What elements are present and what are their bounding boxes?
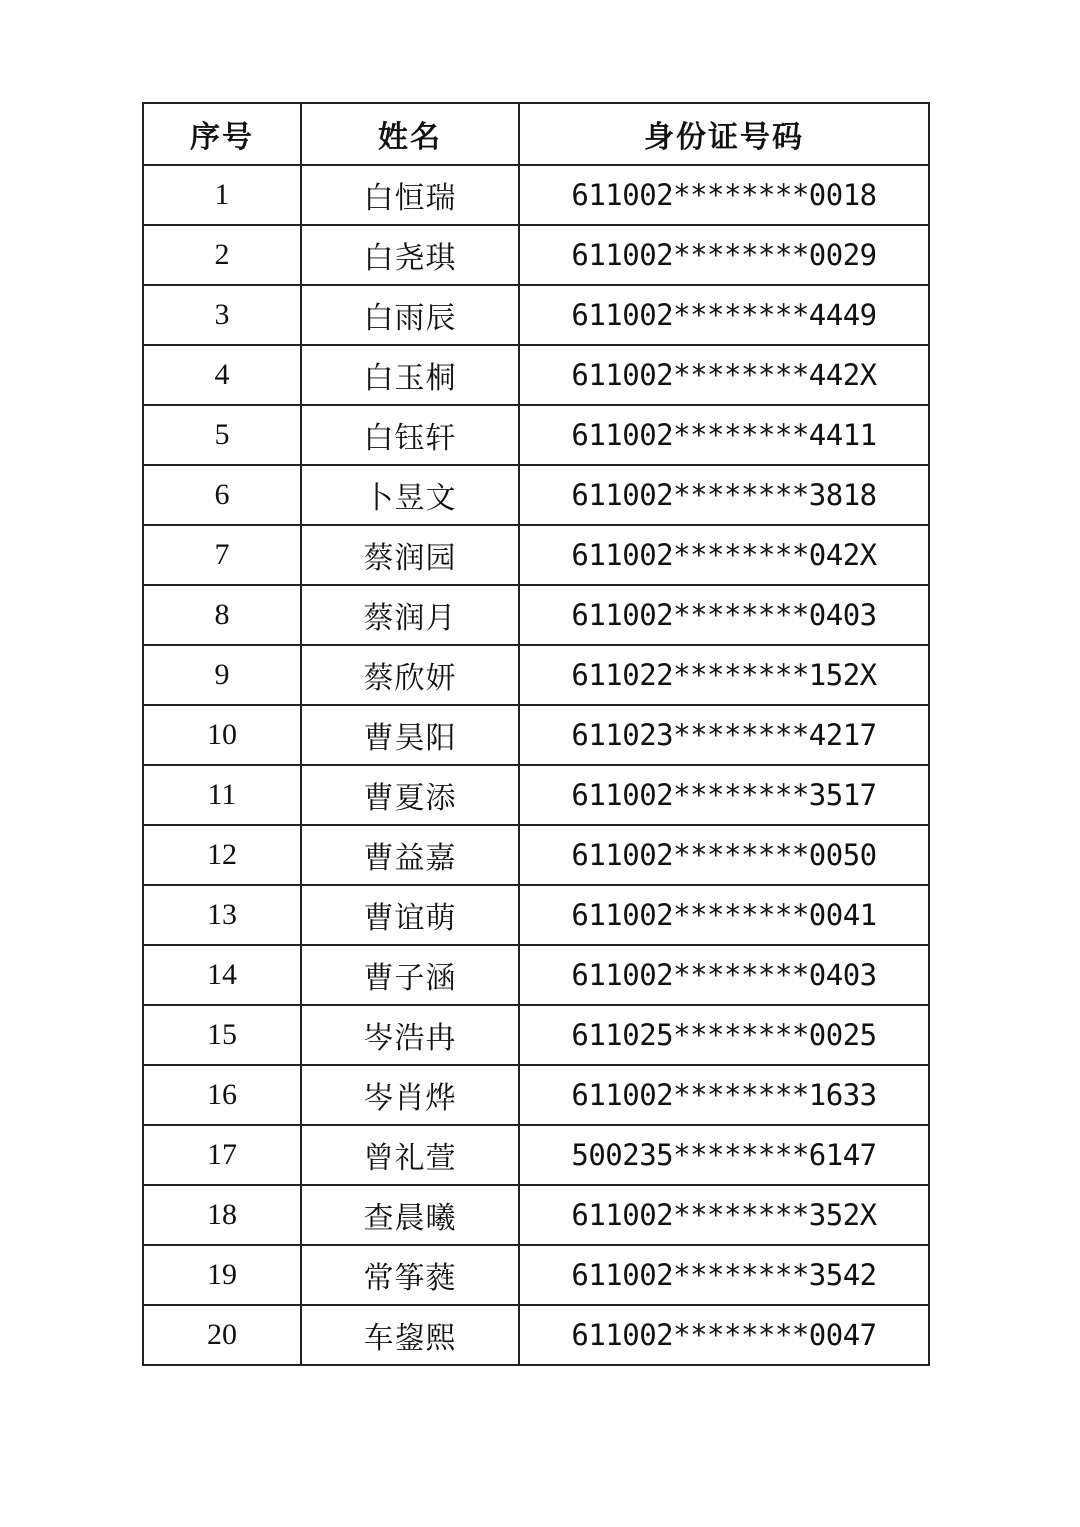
row-serial-number: 2: [143, 225, 301, 285]
student-id-table: [142, 102, 930, 1366]
row-name: 蔡润月: [301, 585, 519, 645]
row-serial-number: 19: [143, 1245, 301, 1305]
table-row: [143, 945, 929, 1005]
row-serial-number: 14: [143, 945, 301, 1005]
row-id-number: 611002********4449: [519, 285, 929, 345]
row-serial-number: 6: [143, 465, 301, 525]
table-row: [143, 165, 929, 225]
row-id-number: 611002********3517: [519, 765, 929, 825]
row-serial-number: 12: [143, 825, 301, 885]
row-name: 曹子涵: [301, 945, 519, 1005]
row-id-number: 611023********4217: [519, 705, 929, 765]
row-name: 岑肖烨: [301, 1065, 519, 1125]
row-serial-number: 7: [143, 525, 301, 585]
row-id-number: 611002********442X: [519, 345, 929, 405]
table-row: [143, 345, 929, 405]
row-id-number: 611022********152X: [519, 645, 929, 705]
row-name: 车鋆熙: [301, 1305, 519, 1365]
header-serial-number: 序号: [143, 103, 301, 165]
row-name: 卜昱文: [301, 465, 519, 525]
row-id-number: 611002********3818: [519, 465, 929, 525]
table-body: [143, 165, 929, 1365]
row-serial-number: 20: [143, 1305, 301, 1365]
table-row: [143, 585, 929, 645]
row-id-number: 611025********0025: [519, 1005, 929, 1065]
row-id-number: 611002********0018: [519, 165, 929, 225]
row-serial-number: 9: [143, 645, 301, 705]
row-serial-number: 5: [143, 405, 301, 465]
row-id-number: 611002********042X: [519, 525, 929, 585]
table-row: [143, 1065, 929, 1125]
table-row: [143, 225, 929, 285]
row-name: 岑浩冉: [301, 1005, 519, 1065]
row-name: 曾礼萱: [301, 1125, 519, 1185]
header-name: 姓名: [301, 103, 519, 165]
table-row: [143, 1305, 929, 1365]
row-id-number: 611002********4411: [519, 405, 929, 465]
table-row: [143, 645, 929, 705]
row-name: 白钰轩: [301, 405, 519, 465]
row-serial-number: 16: [143, 1065, 301, 1125]
row-name: 曹益嘉: [301, 825, 519, 885]
row-name: 常筝蕤: [301, 1245, 519, 1305]
row-id-number: 611002********0047: [519, 1305, 929, 1365]
row-serial-number: 1: [143, 165, 301, 225]
row-serial-number: 4: [143, 345, 301, 405]
table-row: [143, 765, 929, 825]
table-row: [143, 405, 929, 465]
row-serial-number: 11: [143, 765, 301, 825]
row-id-number: 611002********0050: [519, 825, 929, 885]
row-name: 曹昊阳: [301, 705, 519, 765]
row-id-number: 500235********6147: [519, 1125, 929, 1185]
table-row: [143, 825, 929, 885]
row-serial-number: 18: [143, 1185, 301, 1245]
row-name: 曹谊萌: [301, 885, 519, 945]
row-serial-number: 8: [143, 585, 301, 645]
row-name: 查晨曦: [301, 1185, 519, 1245]
row-id-number: 611002********352X: [519, 1185, 929, 1245]
row-id-number: 611002********1633: [519, 1065, 929, 1125]
table-row: [143, 1125, 929, 1185]
row-name: 曹夏添: [301, 765, 519, 825]
row-name: 白玉桐: [301, 345, 519, 405]
row-name: 蔡欣妍: [301, 645, 519, 705]
row-serial-number: 3: [143, 285, 301, 345]
row-id-number: 611002********0029: [519, 225, 929, 285]
row-serial-number: 10: [143, 705, 301, 765]
table-row: [143, 525, 929, 585]
row-name: 白尧琪: [301, 225, 519, 285]
row-name: 蔡润园: [301, 525, 519, 585]
row-serial-number: 17: [143, 1125, 301, 1185]
table-row: [143, 1185, 929, 1245]
table-row: [143, 1245, 929, 1305]
row-serial-number: 13: [143, 885, 301, 945]
header-id-number: 身份证号码: [519, 103, 929, 165]
table-row: [143, 885, 929, 945]
row-id-number: 611002********0041: [519, 885, 929, 945]
row-name: 白恒瑞: [301, 165, 519, 225]
row-name: 白雨辰: [301, 285, 519, 345]
table-row: [143, 465, 929, 525]
table-row: [143, 705, 929, 765]
row-id-number: 611002********3542: [519, 1245, 929, 1305]
row-serial-number: 15: [143, 1005, 301, 1065]
row-id-number: 611002********0403: [519, 945, 929, 1005]
table-row: [143, 285, 929, 345]
row-id-number: 611002********0403: [519, 585, 929, 645]
table-header-row: [143, 103, 929, 165]
table-row: [143, 1005, 929, 1065]
